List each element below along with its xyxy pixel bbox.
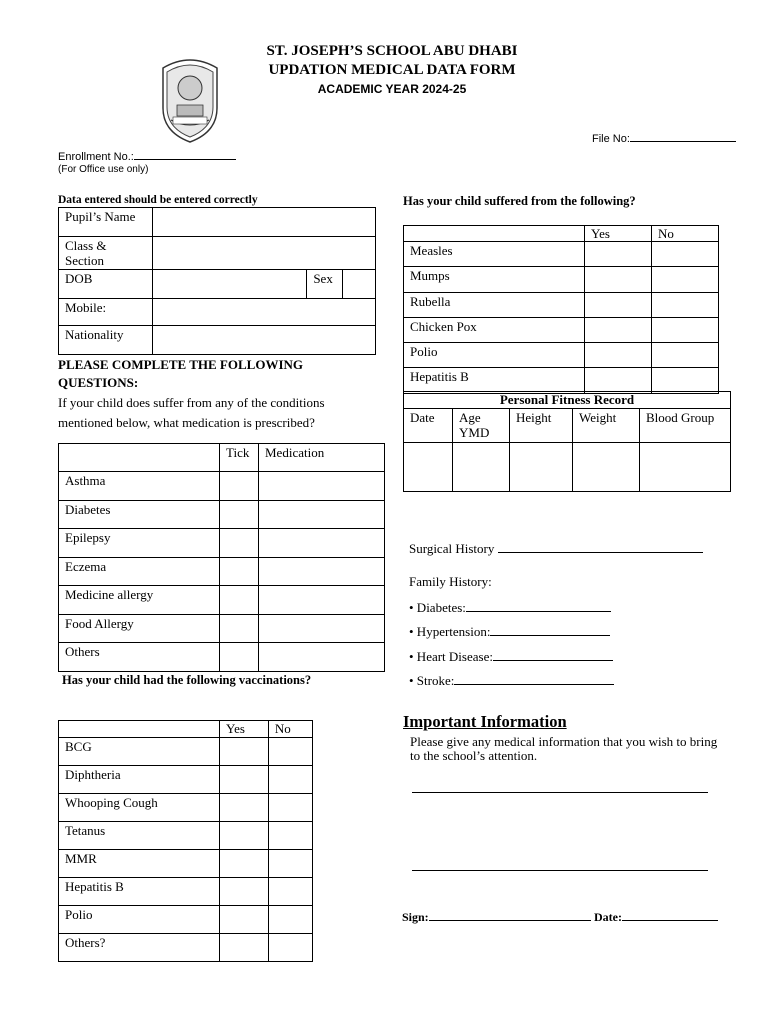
family-history-label: Family History: — [409, 574, 492, 589]
surgical-history-field[interactable] — [409, 540, 703, 557]
school-logo — [155, 50, 225, 146]
condition-field-diabetes-0[interactable] — [220, 500, 259, 529]
vaccination-label-polio: Polio — [59, 906, 220, 934]
vaccination-field-whooping-cough-1[interactable] — [268, 794, 312, 822]
vaccination-label-others: Others? — [59, 934, 220, 962]
vaccination-field-tetanus-0[interactable] — [220, 822, 269, 850]
fitness-height-header: Height — [510, 409, 573, 443]
stroke-history-field[interactable] — [409, 672, 614, 689]
vaccination-field-bcg-1[interactable] — [268, 738, 312, 766]
vaccination-row-hepatitis-b — [59, 878, 313, 906]
illness-row-polio — [404, 343, 719, 368]
condition-field-asthma-0[interactable] — [220, 472, 259, 501]
class-section-label: Class & Section — [59, 237, 153, 270]
condition-row-eczema — [59, 557, 385, 586]
illness-label-chicken-pox: Chicken Pox — [404, 317, 585, 342]
stroke-history-label: • Stroke: — [409, 673, 455, 688]
vaccination-row-mmr — [59, 850, 313, 878]
mobile-field[interactable] — [152, 299, 375, 326]
illness-row-chicken-pox — [404, 317, 719, 342]
complete-questions-heading: PLEASE COMPLETE THE FOLLOWING QUESTIONS: — [58, 357, 304, 390]
condition-field-others-0[interactable] — [220, 643, 259, 672]
condition-field-epilepsy-0[interactable] — [220, 529, 259, 558]
illness-label-polio: Polio — [404, 343, 585, 368]
illness-field-rubella-1[interactable] — [652, 292, 719, 317]
vaccination-field-polio-1[interactable] — [268, 906, 312, 934]
condition-label-others: Others — [59, 643, 220, 672]
pupil-name-label: Pupil’s Name — [59, 208, 153, 237]
vaccination-field-tetanus-1[interactable] — [268, 822, 312, 850]
ill-no-header: No — [652, 226, 719, 242]
condition-field-medicine-allergy-1[interactable] — [259, 586, 385, 615]
vaccination-field-hepatitis-b-0[interactable] — [220, 878, 269, 906]
vaccination-row-diphtheria — [59, 766, 313, 794]
ill-yes-header: Yes — [585, 226, 652, 242]
conditions-intro: If your child does suffer from any of the conditions mentioned below, what medication is prescribed? — [58, 395, 325, 430]
nationality-field[interactable] — [152, 326, 375, 355]
vacc-yes-header: Yes — [220, 721, 269, 738]
fitness-record-table — [403, 391, 731, 492]
diabetes-history-label: • Diabetes: — [409, 600, 466, 615]
illness-field-mumps-1[interactable] — [652, 267, 719, 292]
fitness-height-field[interactable] — [510, 443, 573, 492]
vaccination-row-tetanus — [59, 822, 313, 850]
illness-label-mumps: Mumps — [404, 267, 585, 292]
condition-label-epilepsy: Epilepsy — [59, 529, 220, 558]
illness-label-hepatitis-b: Hepatitis B — [404, 368, 585, 393]
vaccination-field-diphtheria-1[interactable] — [268, 766, 312, 794]
condition-field-diabetes-1[interactable] — [259, 500, 385, 529]
vacc-no-header: No — [268, 721, 312, 738]
condition-row-food-allergy — [59, 614, 385, 643]
pupil-name-field[interactable] — [152, 208, 375, 237]
condition-field-food-allergy-0[interactable] — [220, 614, 259, 643]
important-info-heading: Important Information — [403, 712, 567, 731]
illness-row-mumps — [404, 267, 719, 292]
illness-label-rubella: Rubella — [404, 292, 585, 317]
vaccination-row-bcg — [59, 738, 313, 766]
vaccinations-header-blank — [59, 721, 220, 738]
tick-header: Tick — [220, 444, 259, 472]
vaccination-label-hepatitis-b: Hepatitis B — [59, 878, 220, 906]
sign-label: Sign: — [402, 910, 429, 924]
vaccination-field-diphtheria-0[interactable] — [220, 766, 269, 794]
data-entry-note: Data entered should be entered correctly — [58, 194, 258, 206]
condition-label-eczema: Eczema — [59, 557, 220, 586]
info-line-2[interactable] — [412, 870, 708, 871]
vaccination-field-mmr-1[interactable] — [268, 850, 312, 878]
academic-year: ACADEMIC YEAR 2024-25 — [317, 82, 467, 96]
illness-row-hepatitis-b — [404, 368, 719, 393]
vaccination-field-polio-0[interactable] — [220, 906, 269, 934]
file-no-label: File No: — [592, 133, 630, 145]
condition-field-others-1[interactable] — [259, 643, 385, 672]
illness-label-measles: Measles — [404, 242, 585, 267]
dob-label: DOB — [59, 270, 153, 299]
vaccination-label-tetanus: Tetanus — [59, 822, 220, 850]
vaccination-field-others-0[interactable] — [220, 934, 269, 962]
diabetes-history-field[interactable] — [409, 599, 611, 616]
illness-field-hepatitis-b-0[interactable] — [585, 368, 652, 393]
medication-header: Medication — [259, 444, 385, 472]
vaccination-row-polio — [59, 906, 313, 934]
vaccination-label-diphtheria: Diphtheria — [59, 766, 220, 794]
sex-field[interactable] — [342, 270, 375, 299]
vaccination-field-bcg-0[interactable] — [220, 738, 269, 766]
fitness-date-field[interactable] — [404, 443, 453, 492]
enrollment-field[interactable] — [58, 147, 236, 163]
illness-field-measles-1[interactable] — [652, 242, 719, 267]
conditions-header-blank — [59, 444, 220, 472]
hypertension-history-field[interactable] — [409, 623, 610, 640]
illness-field-measles-0[interactable] — [585, 242, 652, 267]
vaccination-row-whooping-cough — [59, 794, 313, 822]
illness-field-chicken-pox-0[interactable] — [585, 317, 652, 342]
fitness-record-title: Personal Fitness Record — [404, 392, 731, 409]
illness-row-rubella — [404, 292, 719, 317]
condition-field-food-allergy-1[interactable] — [259, 614, 385, 643]
vaccination-row-others — [59, 934, 313, 962]
school-name: ST. JOSEPH’S SCHOOL ABU DHABI — [266, 43, 518, 59]
illness-field-chicken-pox-1[interactable] — [652, 317, 719, 342]
info-line-1[interactable] — [412, 792, 708, 793]
illnesses-table — [403, 225, 719, 394]
office-use-note: (For Office use only) — [58, 164, 149, 175]
illnesses-header-blank — [404, 226, 585, 242]
illness-field-mumps-0[interactable] — [585, 267, 652, 292]
condition-row-asthma — [59, 472, 385, 501]
condition-field-medicine-allergy-0[interactable] — [220, 586, 259, 615]
enrollment-label: Enrollment No.: — [58, 151, 134, 163]
nationality-label: Nationality — [59, 326, 153, 355]
condition-row-others — [59, 643, 385, 672]
condition-field-eczema-1[interactable] — [259, 557, 385, 586]
vaccination-field-whooping-cough-0[interactable] — [220, 794, 269, 822]
fitness-age-header: Age YMD — [453, 409, 510, 443]
fitness-age-field[interactable] — [453, 443, 510, 492]
vaccination-field-others-1[interactable] — [268, 934, 312, 962]
fitness-blood-header: Blood Group — [640, 409, 731, 443]
fitness-weight-field[interactable] — [573, 443, 640, 492]
date-label: Date: — [594, 910, 622, 924]
vaccination-label-mmr: MMR — [59, 850, 220, 878]
condition-label-diabetes: Diabetes — [59, 500, 220, 529]
illness-row-measles — [404, 242, 719, 267]
sex-label: Sex — [307, 270, 342, 299]
condition-row-diabetes — [59, 500, 385, 529]
condition-row-medicine-allergy — [59, 586, 385, 615]
heart-disease-history-field[interactable] — [409, 648, 613, 665]
illness-field-polio-1[interactable] — [652, 343, 719, 368]
vaccination-label-whooping-cough: Whooping Cough — [59, 794, 220, 822]
form-title: UPDATION MEDICAL DATA FORM — [268, 62, 516, 78]
condition-row-epilepsy — [59, 529, 385, 558]
fitness-date-header: Date — [404, 409, 453, 443]
heart-disease-history-label: • Heart Disease: — [409, 649, 493, 664]
condition-field-epilepsy-1[interactable] — [259, 529, 385, 558]
sign-field[interactable] — [402, 908, 591, 925]
condition-label-food-allergy: Food Allergy — [59, 614, 220, 643]
pupil-info-table — [58, 207, 376, 355]
surgical-history-label: Surgical History — [409, 541, 495, 556]
condition-label-asthma: Asthma — [59, 472, 220, 501]
illness-field-rubella-0[interactable] — [585, 292, 652, 317]
illness-field-polio-0[interactable] — [585, 343, 652, 368]
condition-field-asthma-1[interactable] — [259, 472, 385, 501]
file-no-field[interactable] — [592, 129, 736, 145]
class-section-field[interactable] — [152, 237, 375, 270]
vaccination-field-mmr-0[interactable] — [220, 850, 269, 878]
illnesses-heading: Has your child suffered from the following? — [403, 194, 636, 208]
mobile-label: Mobile: — [59, 299, 153, 326]
hypertension-history-label: • Hypertension: — [409, 624, 491, 639]
condition-label-medicine-allergy: Medicine allergy — [59, 586, 220, 615]
dob-field[interactable] — [152, 270, 306, 299]
fitness-weight-header: Weight — [573, 409, 640, 443]
illness-field-hepatitis-b-1[interactable] — [652, 368, 719, 393]
important-info-text: Please give any medical information that you wish to bring to the school’s attention. — [410, 734, 718, 763]
vaccinations-heading: Has your child had the following vaccinations? — [62, 673, 312, 687]
date-field[interactable] — [594, 908, 718, 925]
vaccinations-table — [58, 720, 313, 962]
fitness-blood-field[interactable] — [640, 443, 731, 492]
conditions-table — [58, 443, 385, 672]
vaccination-label-bcg: BCG — [59, 738, 220, 766]
condition-field-eczema-0[interactable] — [220, 557, 259, 586]
vaccination-field-hepatitis-b-1[interactable] — [268, 878, 312, 906]
